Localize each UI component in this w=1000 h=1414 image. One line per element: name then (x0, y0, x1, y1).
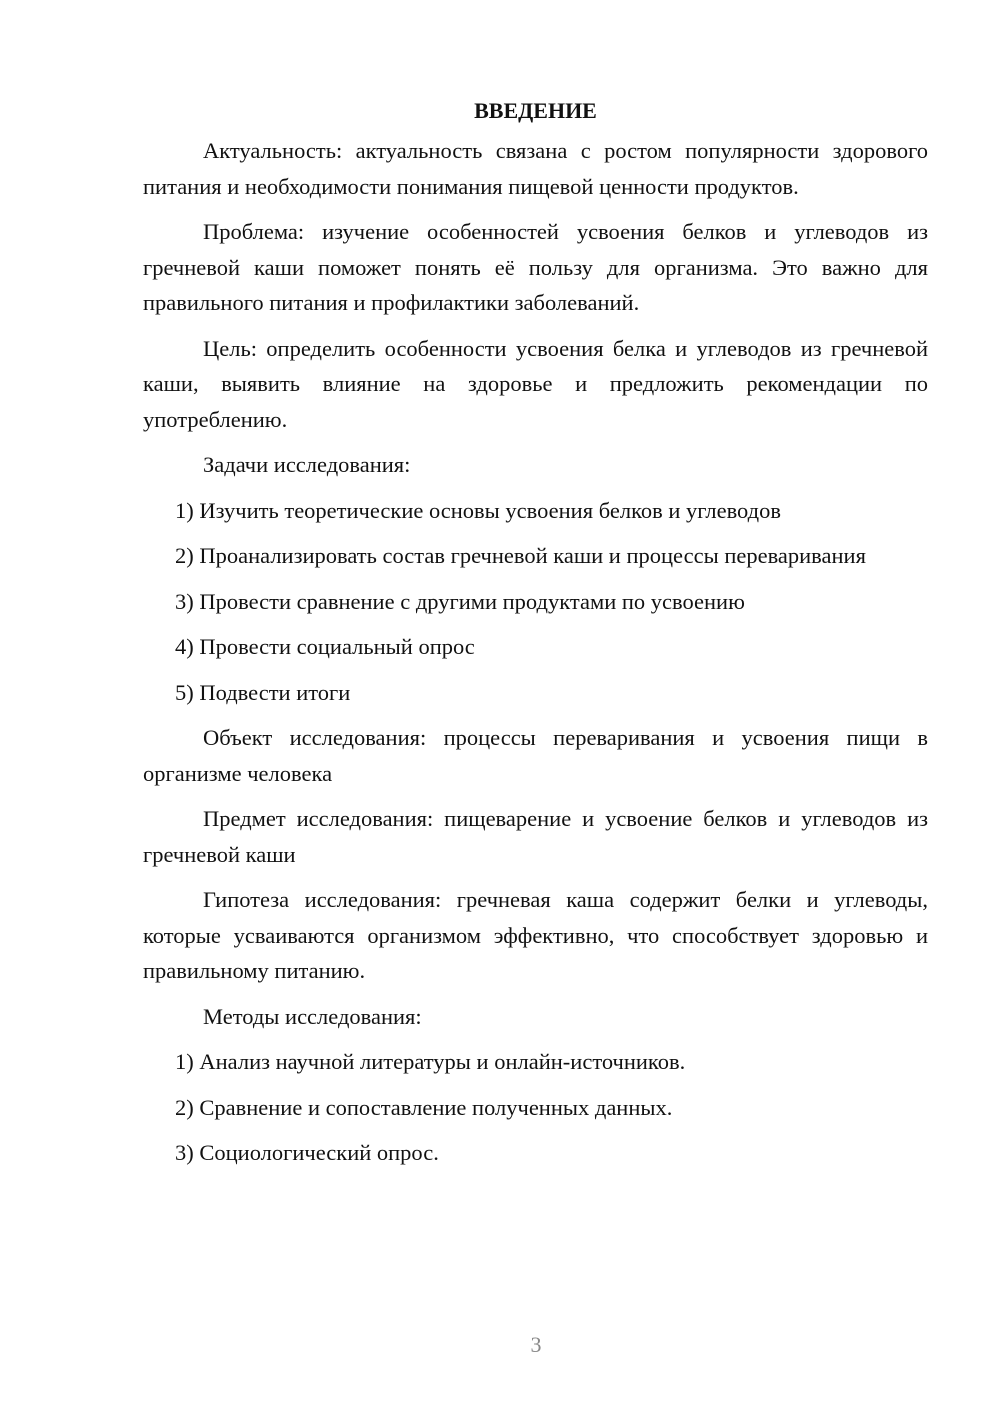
paragraph-goal: Цель: определить особенности усвоения белка и углеводов из гречневой каши, выявить влияние на здоровье и предложить рекомендации по употреблению. (143, 335, 928, 432)
paragraph-hypothesis: Гипотеза исследования: гречневая каша содержит белки и углеводы, которые усваиваются организмом эффективно, что способствует здоровью и правильному питанию. (143, 887, 928, 983)
methods-title: Методы исследования: (203, 1003, 422, 1029)
method-item-1: 1) Анализ научной литературы и онлайн-источников. (175, 1049, 686, 1074)
paragraph-relevance: Актуальность: актуальность связана с ростом популярности здорового питания и необходимости понимания пищевой ценности продуктов. (143, 138, 928, 199)
section-heading: ВВЕДЕНИЕ (474, 98, 597, 123)
task-item-2: 2) Проанализировать состав гречневой каши и процессы переваривания (175, 543, 866, 568)
paragraph-object: Объект исследования: процессы переваривания и усвоения пищи в организме человека (143, 725, 928, 786)
task-item-3: 3) Провести сравнение с другими продуктами по усвоению (175, 588, 745, 614)
task-item-4: 4) Провести социальный опрос (175, 634, 475, 659)
paragraph-subject: Предмет исследования: пищеварение и усвоение белков и углеводов из гречневой каши (143, 806, 928, 867)
method-item-2: 2) Сравнение и сопоставление полученных данных. (175, 1094, 673, 1120)
method-item-3: 3) Социологический опрос. (175, 1140, 439, 1165)
tasks-title: Задачи исследования: (203, 452, 411, 477)
task-item-5: 5) Подвести итоги (175, 679, 351, 705)
page-number: 3 (530, 1332, 542, 1357)
task-item-1: 1) Изучить теоретические основы усвоения белков и углеводов (175, 497, 781, 523)
paragraph-problem: Проблема: изучение особенностей усвоения белков и углеводов из гречневой каши поможет понять её пользу для организма. Это важно для правильного питания и профилактики заболеваний. (143, 219, 928, 315)
document-page (143, 93, 928, 1181)
